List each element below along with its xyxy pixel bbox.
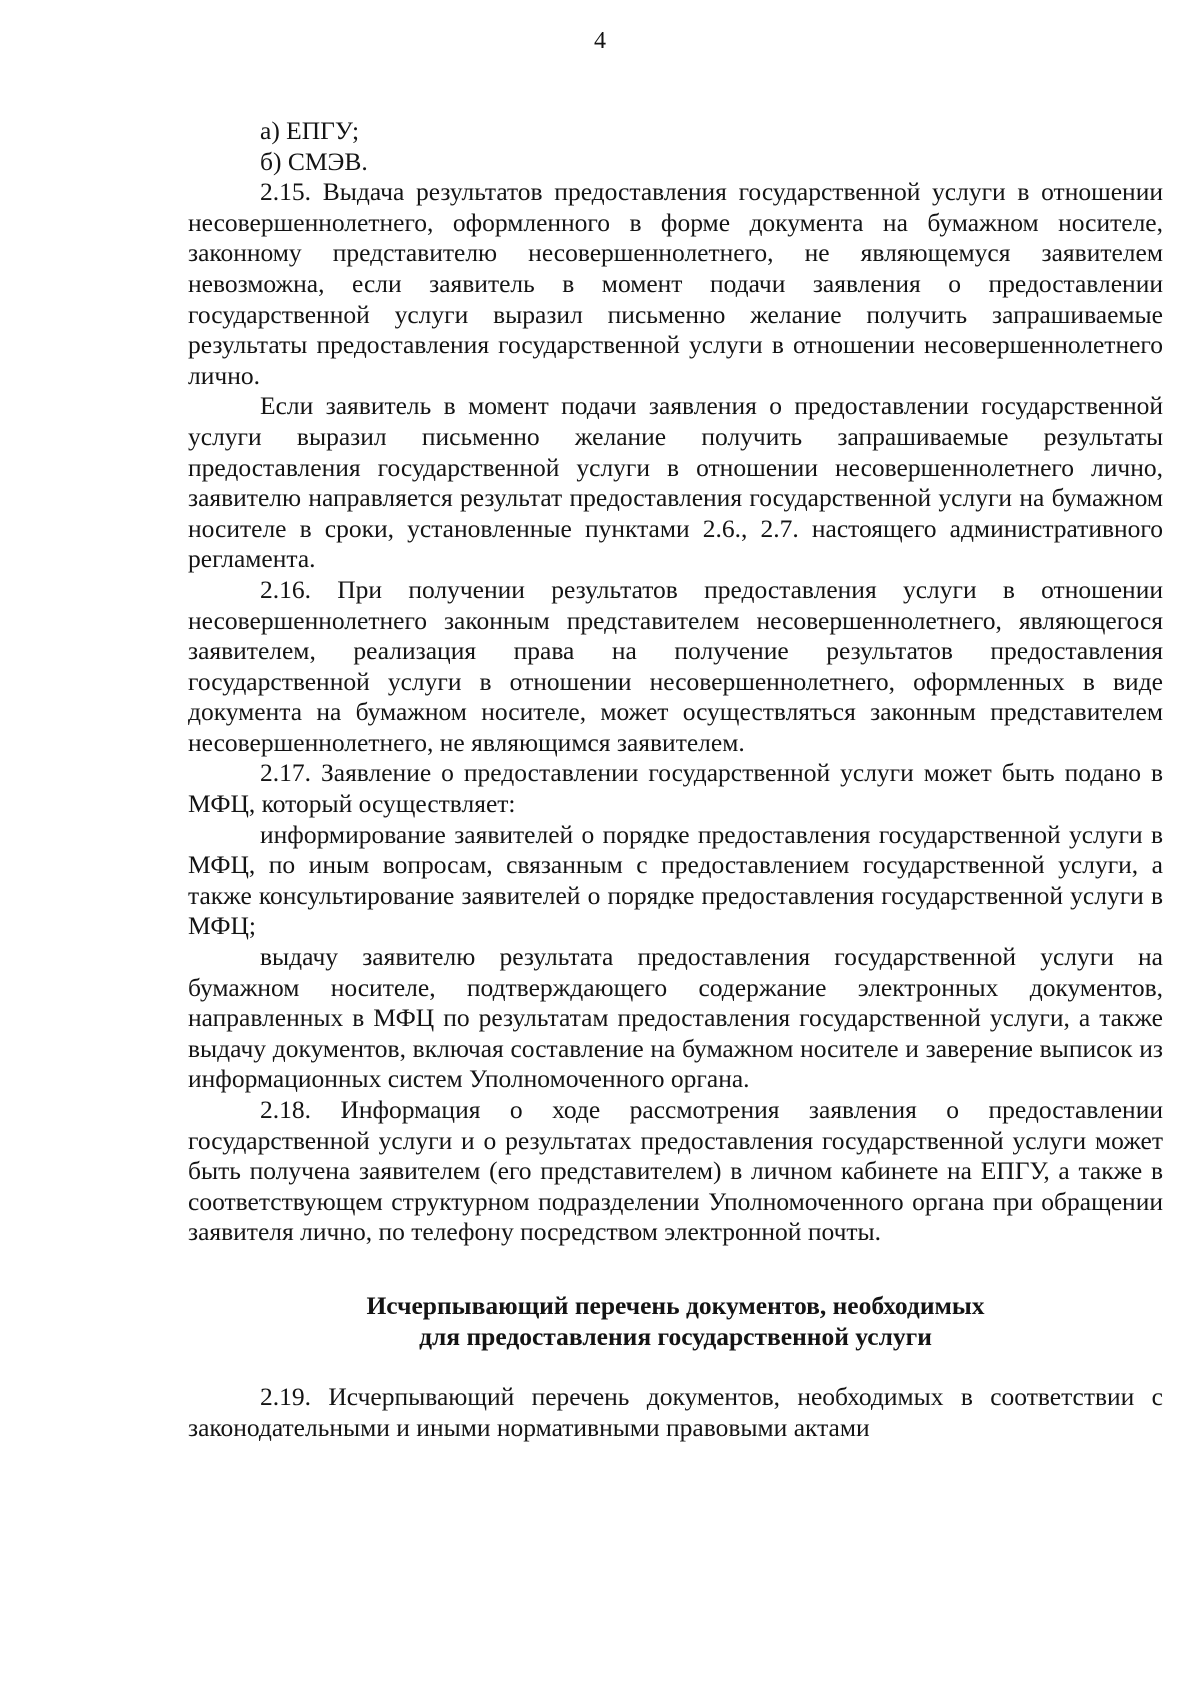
list-item-epgu: а) ЕПГУ; xyxy=(260,116,360,145)
page-number: 4 xyxy=(594,28,606,54)
paragraph-2-17: 2.17. Заявление о предоставлении государственной услуги может быть подано в МФЦ, который осуществляет: xyxy=(188,758,1163,819)
paragraph-2-17-issuing: выдачу заявителю результата предоставления государственной услуги на бумажном носителе, подтверждающего содержание электронных документов, направленных в МФЦ по результатам предоставления государственной услуги, а также выдачу документов, включая составление на бумажном носителе и заверение выписок из информационных систем Уполномоченного органа. xyxy=(188,942,1163,1094)
paragraph-2-19: 2.19. Исчерпывающий перечень документов, необходимых в соответствии с законодательными и иными нормативными правовыми актами xyxy=(188,1381,1163,1442)
paragraph-2-17-informing: информирование заявителей о порядке предоставления государственной услуги в МФЦ, по иным вопросам, связанным с предоставлением государственной услуги, а также консультирование заявителей о порядке предоставления государственной услуги в МФЦ; xyxy=(188,819,1163,941)
paragraph-2-15: 2.15. Выдача результатов предоставления государственной услуги в отношении несовершеннолетнего, оформленного в форме документа на бумажном носителе, законному представителю несовершеннолетнего, не являющемуся заявителем невозможна, если заявитель в момент подачи заявления о предоставлении государственной услуги выразил письменно желание получить запрашиваемые результаты предоставления государственной услуги в отношении несовершеннолетнего лично. xyxy=(188,177,1163,390)
section-heading xyxy=(188,1290,1163,1352)
document-body xyxy=(188,116,1163,1443)
paragraph-2-18: 2.18. Информация о ходе рассмотрения заявления о предоставлении государственной услуги и о результатах предоставления государственной услуги может быть получена заявителем (его представителем) в личном кабинете на ЕПГУ, а также в соответствующем структурном подразделении Уполномоченного органа при обращении заявителя лично, по телефону посредством электронной почты. xyxy=(188,1095,1163,1247)
paragraph-2-15-cont: Если заявитель в момент подачи заявления о предоставлении государственной услуги выразил письменно желание получить запрашиваемые результаты предоставления государственной услуги в отношении несовершеннолетнего лично, заявителю направляется результат предоставления государственной услуги на бумажном носителе в сроки, установленные пунктами 2.6., 2.7. настоящего административного регламента. xyxy=(188,391,1163,574)
list-item-smev: б) СМЭВ. xyxy=(260,146,368,176)
section-heading-line-2: для предоставления государственной услуги xyxy=(419,1321,932,1351)
paragraph-2-16: 2.16. При получении результатов предоставления услуги в отношении несовершеннолетнего законным представителем несовершеннолетнего, являющегося заявителем, реализация права на получение результатов предоставления государственной услуги в отношении несовершеннолетнего, оформленных в виде документа на бумажном носителе, может осуществляться законным представителем несовершеннолетнего, не являющимся заявителем. xyxy=(188,574,1163,757)
section-heading-line-1: Исчерпывающий перечень документов, необходимых xyxy=(366,1290,985,1320)
